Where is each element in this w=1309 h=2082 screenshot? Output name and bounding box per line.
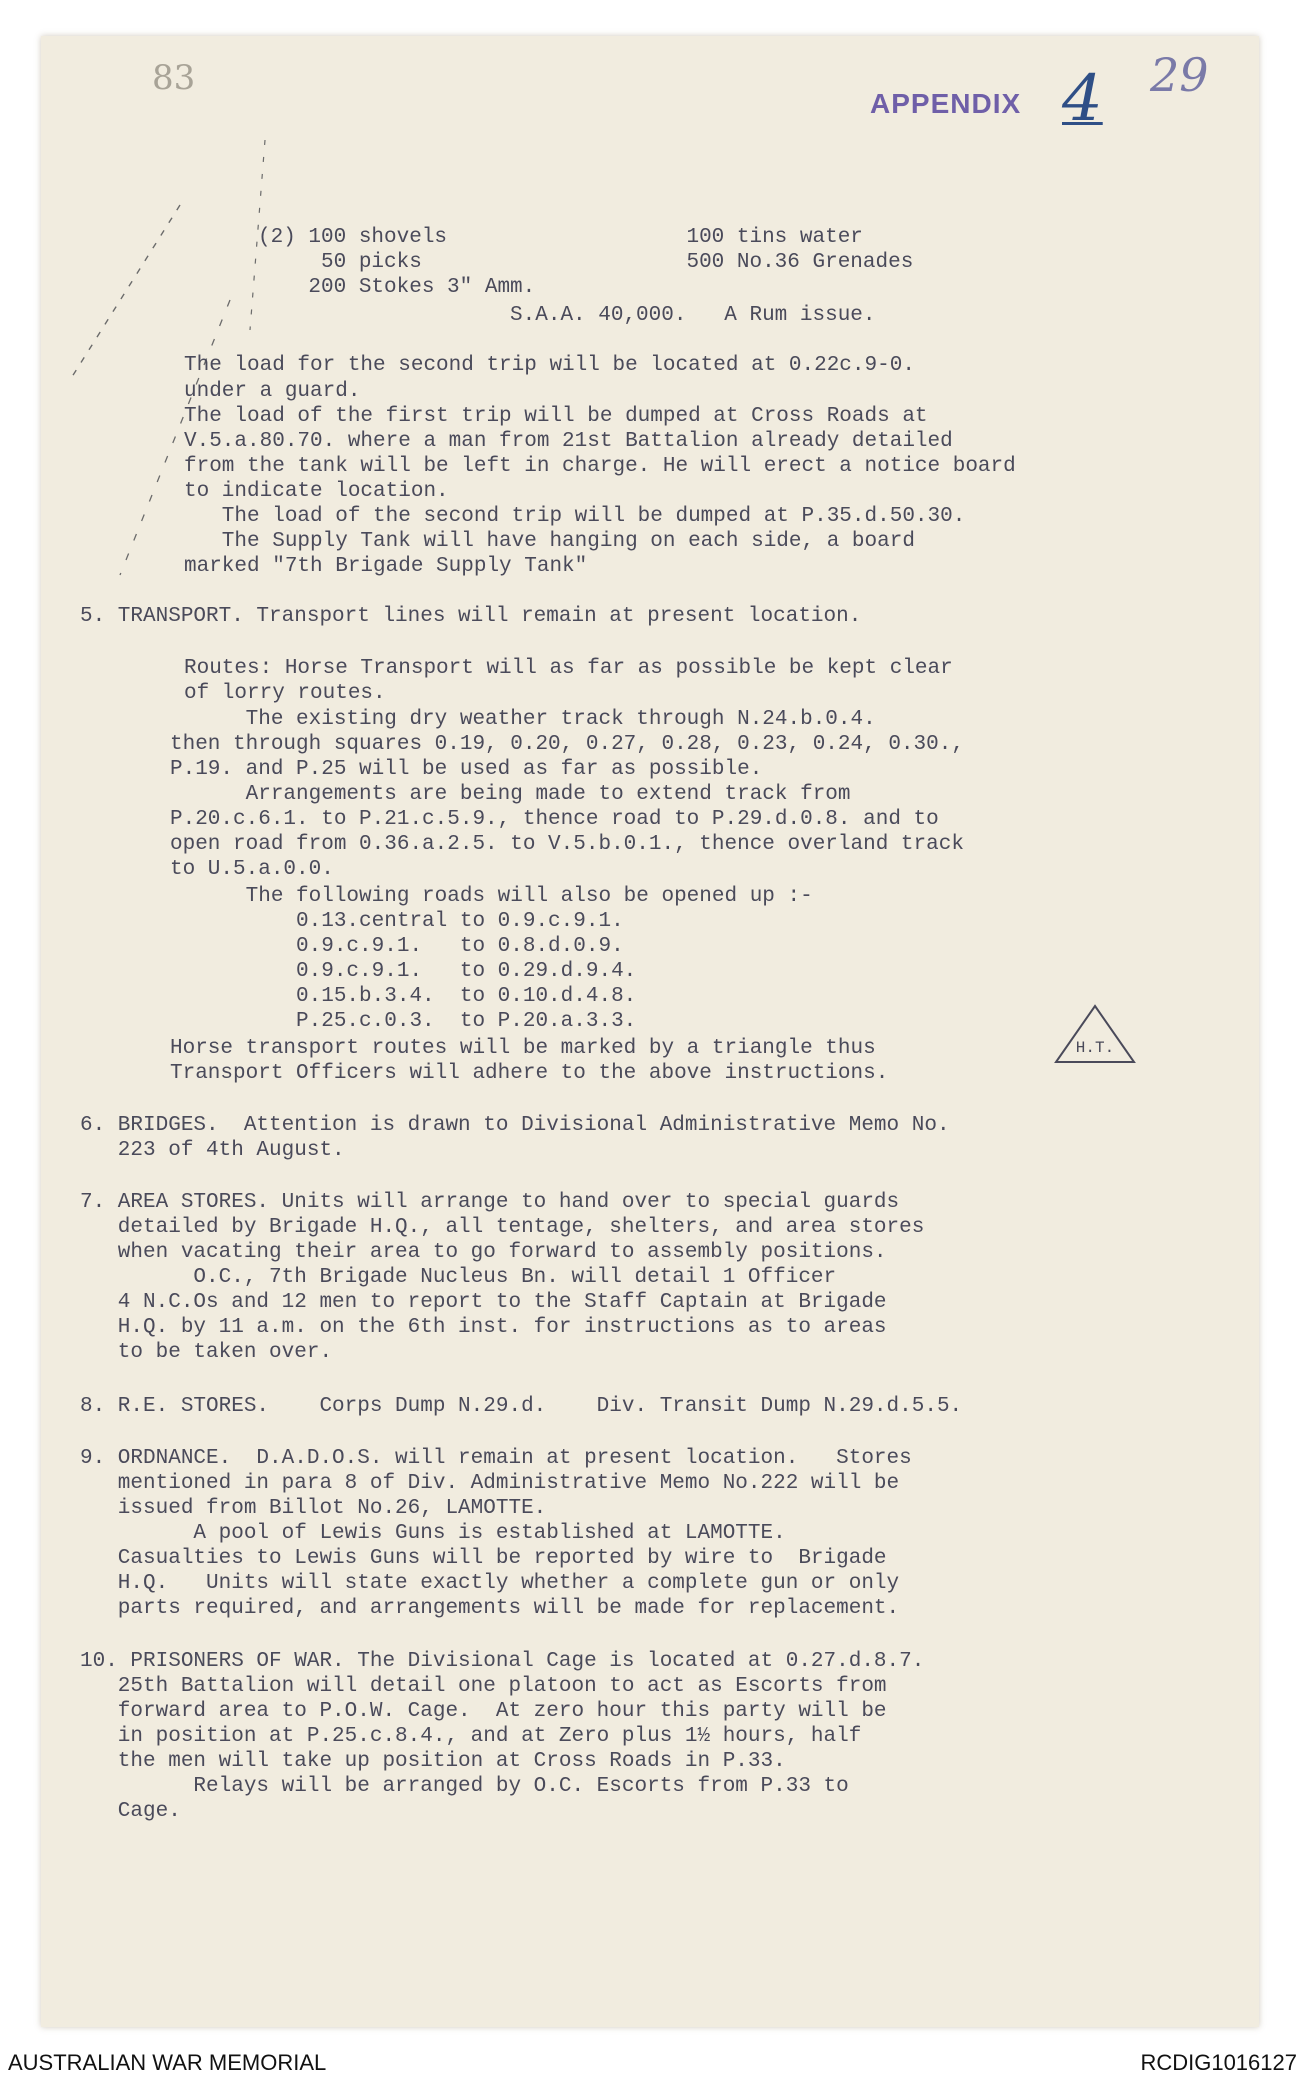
- text-line: forward area to P.O.W. Cage. At zero hour this party will be: [80, 1700, 887, 1723]
- text-line: Transport Officers will adhere to the above instructions.: [170, 1062, 889, 1085]
- section-area-stores: 7. AREA STORES. Units will arrange to hand over to special guards: [80, 1191, 900, 1214]
- page-number: 83: [152, 58, 196, 98]
- text-line: P.20.c.6.1. to P.21.c.5.9., thence road to P.29.d.0.8. and to: [170, 808, 939, 831]
- text-line: the men will take up position at Cross Roads in P.33.: [80, 1750, 786, 1773]
- text-line: O.C., 7th Brigade Nucleus Bn. will detail 1 Officer: [80, 1266, 837, 1289]
- text-line: The load of the second trip will be dumped at P.35.d.50.30.: [184, 505, 966, 528]
- text-line: H.Q. by 11 a.m. on the 6th inst. for instructions as to areas: [80, 1316, 887, 1339]
- route-line: 0.13.central to 0.9.c.9.1.: [170, 910, 624, 933]
- text-line: The following roads will also be opened up :-: [170, 885, 813, 908]
- route-line: 0.9.c.9.1. to 0.29.d.9.4.: [170, 960, 637, 983]
- text-line: in position at P.25.c.8.4., and at Zero plus 1½ hours, half: [80, 1725, 862, 1748]
- text-line: S.A.A. 40,000. A Rum issue.: [258, 304, 876, 327]
- text-line: A pool of Lewis Guns is established at LAMOTTE.: [80, 1522, 786, 1545]
- appendix-stamp: APPENDIX: [870, 88, 1022, 119]
- text-line: V.5.a.80.70. where a man from 21st Battalion already detailed: [184, 430, 953, 453]
- text-line: 50 picks 500 No.36 Grenades: [258, 251, 914, 274]
- section-prisoners-of-war: 10. PRISONERS OF WAR. The Divisional Cage is located at 0.27.d.8.7.: [80, 1650, 925, 1673]
- text-line: from the tank will be left in charge. He will erect a notice board: [184, 455, 1016, 478]
- text-line: 200 Stokes 3" Amm.: [258, 276, 536, 299]
- text-line: Relays will be arranged by O.C. Escorts from P.33 to: [80, 1775, 849, 1798]
- horse-transport-triangle: [1050, 1000, 1140, 1070]
- text-line: The existing dry weather track through N.24.b.0.4.: [170, 708, 876, 731]
- section-ordnance: 9. ORDNANCE. D.A.D.O.S. will remain at present location. Stores: [80, 1447, 912, 1470]
- footer-record-id: RCDIG1016127: [1140, 2050, 1297, 2075]
- text-line: Horse transport routes will be marked by a triangle thus: [170, 1037, 876, 1060]
- text-line: parts required, and arrangements will be made for replacement.: [80, 1597, 900, 1620]
- text-line: 25th Battalion will detail one platoon to act as Escorts from: [80, 1675, 887, 1698]
- text-line: open road from 0.36.a.2.5. to V.5.b.0.1., thence overland track: [170, 833, 964, 856]
- text-line: to be taken over.: [80, 1341, 333, 1364]
- text-line: 223 of 4th August.: [80, 1139, 345, 1162]
- text-line: The load of the first trip will be dumped at Cross Roads at: [184, 405, 928, 428]
- text-line: detailed by Brigade H.Q., all tentage, shelters, and area stores: [80, 1216, 925, 1239]
- text-line: The Supply Tank will have hanging on each side, a board: [184, 530, 915, 553]
- text-line: (2) 100 shovels 100 tins water: [258, 226, 863, 249]
- section-transport: 5. TRANSPORT. Transport lines will remain at present location.: [80, 605, 862, 628]
- handwritten-annotation: 4: [1062, 62, 1103, 136]
- text-line: H.Q. Units will state exactly whether a complete gun or only: [80, 1572, 900, 1595]
- text-line: to U.5.a.0.0.: [170, 858, 334, 881]
- text-line: Cage.: [80, 1800, 181, 1823]
- text-line: Casualties to Lewis Guns will be reported by wire to Brigade: [80, 1547, 887, 1570]
- text-line: when vacating their area to go forward to assembly positions.: [80, 1241, 887, 1264]
- text-line: 4 N.C.Os and 12 men to report to the Staff Captain at Brigade: [80, 1291, 887, 1314]
- text-line: to indicate location.: [184, 480, 449, 503]
- triangle-label: H.T.: [1075, 1039, 1115, 1057]
- handwritten-number: 29: [1150, 48, 1209, 102]
- text-line: Arrangements are being made to extend track from: [170, 783, 851, 806]
- route-line: 0.9.c.9.1. to 0.8.d.0.9.: [170, 935, 624, 958]
- text-line: issued from Billot No.26, LAMOTTE.: [80, 1497, 547, 1520]
- text-line: Routes: Horse Transport will as far as possible be kept clear: [184, 657, 953, 680]
- text-line: then through squares 0.19, 0.20, 0.27, 0.28, 0.23, 0.24, 0.30.,: [170, 733, 964, 756]
- text-line: of lorry routes.: [184, 682, 386, 705]
- text-line: P.19. and P.25 will be used as far as possible.: [170, 758, 763, 781]
- footer-institution: AUSTRALIAN WAR MEMORIAL: [8, 2050, 327, 2075]
- route-line: 0.15.b.3.4. to 0.10.d.4.8.: [170, 985, 637, 1008]
- text-line: mentioned in para 8 of Div. Administrative Memo No.222 will be: [80, 1472, 900, 1495]
- text-line: under a guard.: [184, 380, 361, 403]
- section-re-stores: 8. R.E. STORES. Corps Dump N.29.d. Div. Transit Dump N.29.d.5.5.: [80, 1395, 963, 1418]
- section-bridges: 6. BRIDGES. Attention is drawn to Divisional Administrative Memo No.: [80, 1114, 950, 1137]
- route-line: P.25.c.0.3. to P.20.a.3.3.: [170, 1010, 637, 1033]
- text-line: The load for the second trip will be located at 0.22c.9-0.: [184, 354, 915, 377]
- text-line: marked "7th Brigade Supply Tank": [184, 555, 588, 578]
